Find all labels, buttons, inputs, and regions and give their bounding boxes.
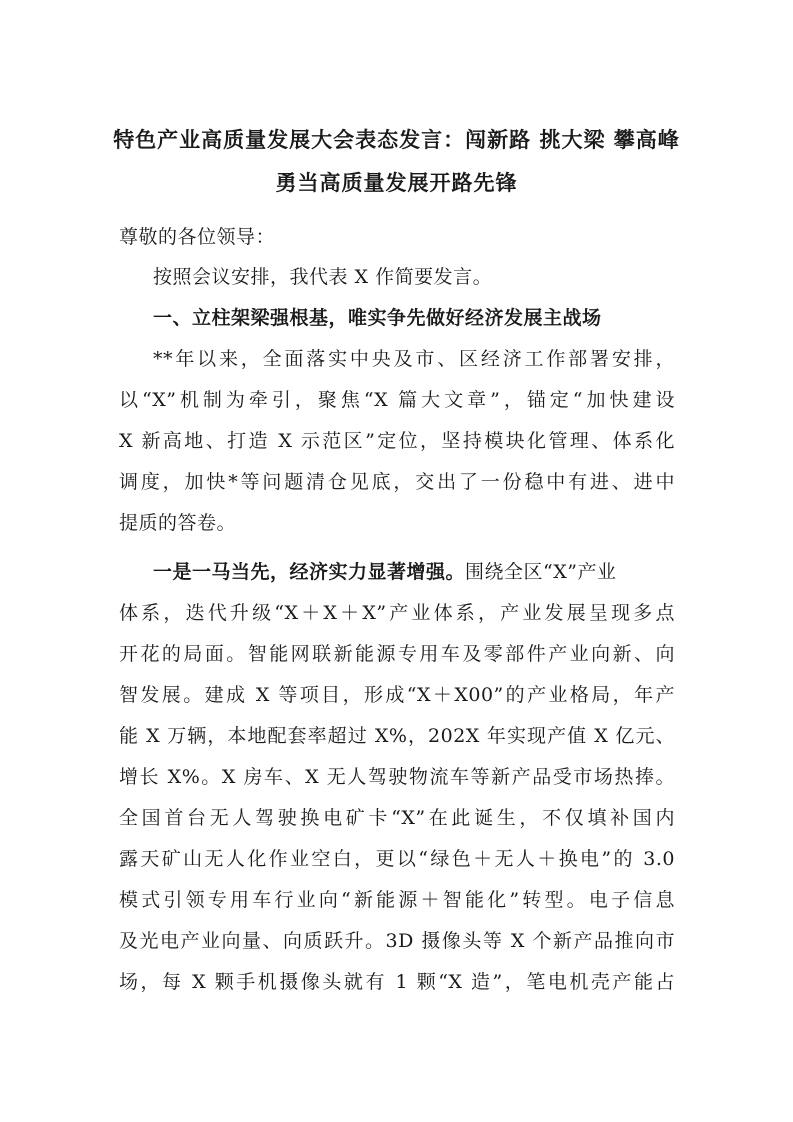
paragraph-line: 露天矿山无人化作业空白，更以“绿色＋无人＋换电”的 3.0 bbox=[119, 848, 675, 870]
paragraph-line: 提质的答卷。 bbox=[119, 512, 237, 534]
paragraph-line: 增长 X%。X 房车、X 无人驾驶物流车等新产品受市场热捧。 bbox=[119, 766, 675, 788]
paragraph-line: 智发展。建成 X 等项目，形成“X＋X00”的产业格局，年产 bbox=[119, 684, 675, 706]
salutation: 尊敬的各位领导： bbox=[119, 226, 276, 248]
paragraph-line: 开花的局面。智能网联新能源专用车及零部件产业向新、向 bbox=[119, 643, 675, 665]
paragraph-line: 调度，加快*等问题清仓见底，交出了一份稳中有进、进中 bbox=[119, 471, 675, 493]
paragraph-line: 及光电产业向量、向质跃升。3D 摄像头等 X 个新产品推向市 bbox=[119, 930, 675, 952]
paragraph-line: 以“X”机制为牵引，聚焦“X 篇大文章”，锚定“加快建设 bbox=[119, 389, 675, 411]
paragraph-line: 模式引领专用车行业向“新能源＋智能化”转型。电子信息 bbox=[119, 889, 675, 911]
document-title-line2: 勇当高质量发展开路先锋 bbox=[275, 170, 518, 195]
paragraph-line: X 新高地、打造 X 示范区”定位，坚持模块化管理、体系化 bbox=[119, 430, 675, 452]
paragraph-line: 全国首台无人驾驶换电矿卡“X”在此诞生，不仅填补国内 bbox=[119, 807, 675, 829]
bold-lead-phrase: 一是一马当先，经济实力显著增强。 bbox=[153, 561, 466, 583]
paragraph-line: 场，每 X 颗手机摄像头就有 1 颗“X 造”，笔电机壳产能占 bbox=[119, 971, 675, 993]
section-heading-1: 一、立柱架梁强根基，唯实争先做好经济发展主战场 bbox=[153, 307, 602, 329]
paragraph-line: 能 X 万辆，本地配套率超过 X%，202X 年实现产值 X 亿元、 bbox=[119, 725, 675, 747]
paragraph-line: **年以来，全面落实中央及市、区经济工作部署安排， bbox=[153, 348, 675, 370]
document-title-line1: 特色产业高质量发展大会表态发言：闯新路 挑大梁 攀高峰 bbox=[113, 127, 680, 152]
paragraph-lead-line bbox=[153, 557, 675, 584]
lead-line-rest: 围绕全区“X”产业 bbox=[465, 561, 617, 583]
paragraph-line: 体系，迭代升级“X＋X＋X”产业体系，产业发展呈现多点 bbox=[119, 602, 675, 624]
intro-paragraph: 按照会议安排，我代表 X 作简要发言。 bbox=[153, 266, 493, 288]
